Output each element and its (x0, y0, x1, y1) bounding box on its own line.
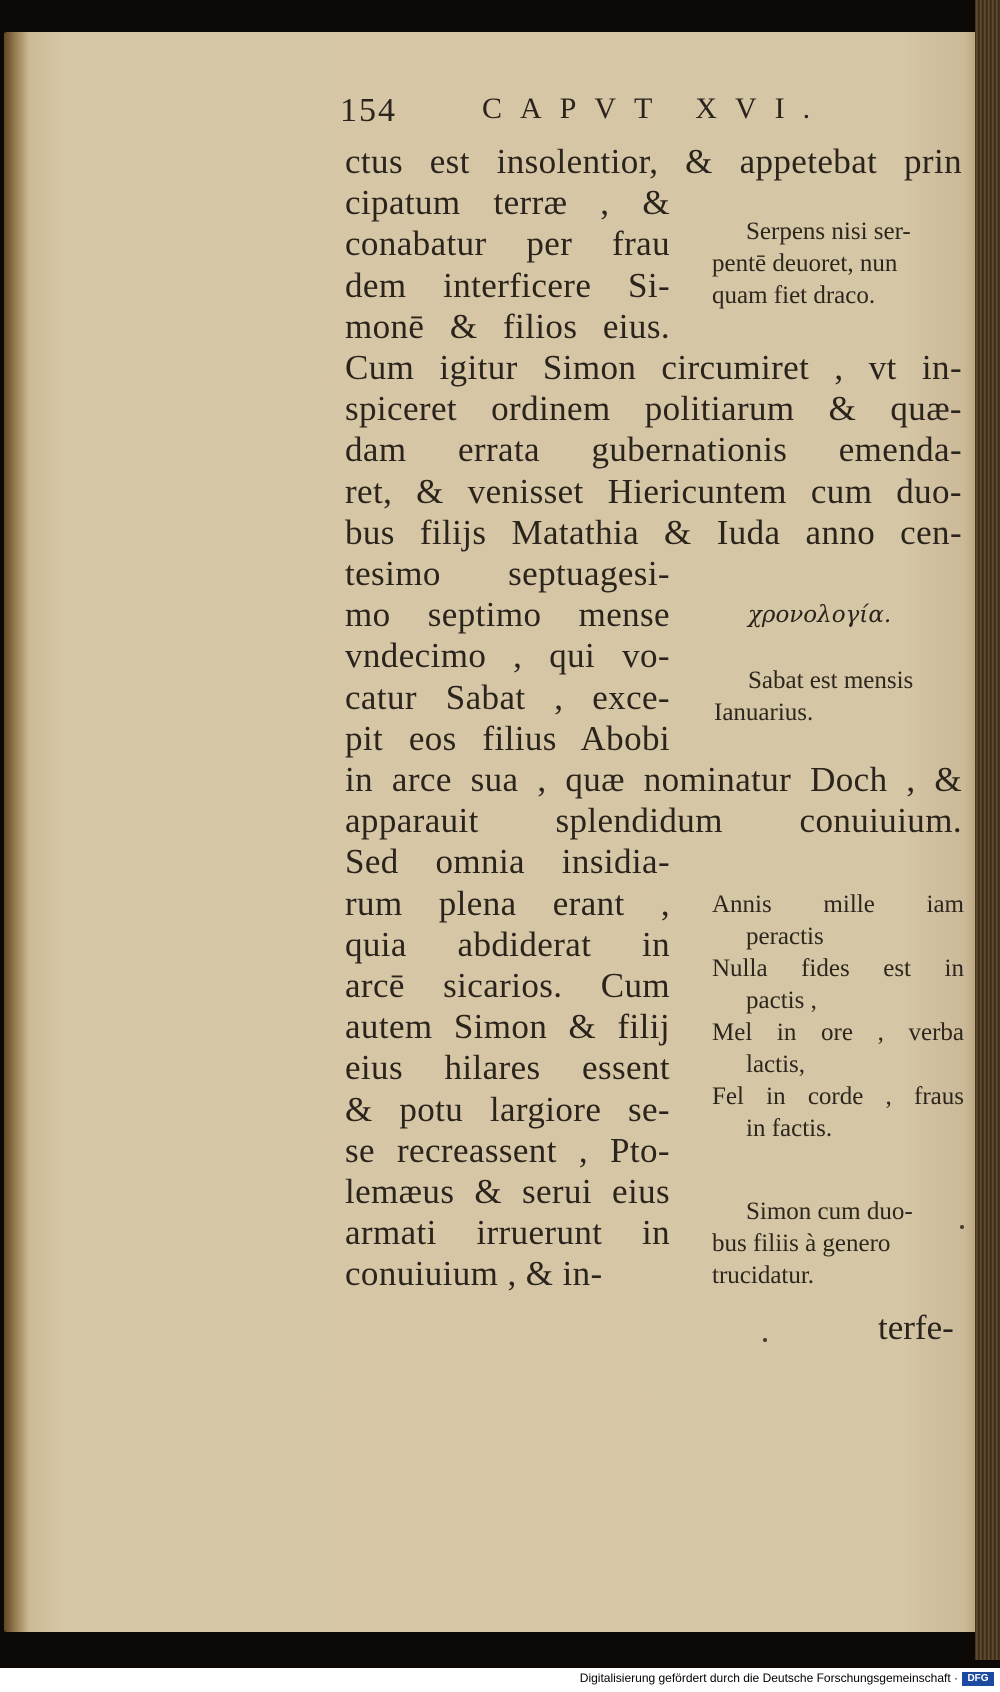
text-line: lemæus & serui eius (345, 1172, 670, 1211)
text-line: dem interficere Si- (345, 266, 670, 305)
text-line: cipatum terræ , & (345, 183, 670, 222)
text-line: se recreassent , Pto- (345, 1131, 670, 1170)
text-line: tesimo septuagesi- (345, 554, 670, 593)
note-line: Serpens nisi ser- (746, 218, 911, 245)
note-line: Simon cum duo- (746, 1198, 913, 1225)
text-line: in arce sua , quæ nominatur Doch , & (345, 760, 962, 799)
verse-line: peractis (746, 923, 824, 950)
text-line: vndecimo , qui vo- (345, 636, 670, 675)
text-line: dam errata gubernationis emenda- (345, 430, 962, 469)
text-line: conabatur per frau (345, 224, 670, 263)
digitization-footer (0, 1668, 1000, 1692)
page-gutter-shadow (4, 32, 28, 1632)
text-line: pit eos filius Abobi (345, 719, 670, 758)
catchword: terfe- (878, 1308, 954, 1347)
text-line: mo septimo mense (345, 595, 670, 634)
text-line: spiceret ordinem politiarum & quæ- (345, 389, 962, 428)
marginal-note-simon (712, 1196, 913, 1292)
note-line: quam fiet draco. (712, 282, 876, 309)
verse-line: pactis , (746, 987, 817, 1014)
text-line: & potu largiore se- (345, 1090, 670, 1129)
note-line: Sabat est mensis (748, 667, 914, 694)
dfg-logo: DFG (962, 1672, 994, 1686)
running-title: CAPVT XVI. (482, 92, 829, 125)
marginal-note-serpens (712, 216, 911, 312)
marginal-verse (712, 889, 964, 1145)
verse-line: lactis, (746, 1051, 806, 1078)
verse-line: Nulla fides est in (712, 955, 964, 982)
text-line: apparauit splendidum conuiuium. (345, 801, 962, 840)
ink-speck (960, 1225, 964, 1229)
verse-line: Annis mille iam (712, 891, 964, 918)
marginal-note-sabat (714, 665, 914, 729)
ink-speck (763, 1338, 767, 1342)
text-line: eius hilares essent (345, 1048, 670, 1087)
text-line: ctus est insolentior, & appetebat prin (345, 142, 962, 181)
verse-line: Mel in ore , verba (712, 1019, 964, 1046)
note-line: pentē deuoret, nun (712, 250, 898, 277)
text-line: arcē sicarios. Cum (345, 966, 670, 1005)
text-line: rum plena erant , (345, 884, 670, 923)
note-line: Ianuarius. (714, 699, 814, 726)
text-line: ret, & venisset Hiericuntem cum duo- (345, 472, 962, 511)
text-line: quia abdiderat in (345, 925, 670, 964)
text-line: Cum igitur Simon circumiret , vt in- (345, 348, 962, 387)
text-line: autem Simon & filij (345, 1007, 670, 1046)
note-line: bus filiis à genero (712, 1230, 891, 1257)
verse-line: in factis. (746, 1115, 833, 1142)
page-number: 154 (340, 92, 397, 129)
running-header (340, 92, 880, 136)
note-line: trucidatur. (712, 1262, 815, 1289)
text-line: monē & filios eius. (345, 307, 670, 346)
footer-credit: Digitalisierung gefördert durch die Deutsche Forschungsgemeinschaft · (579, 1671, 958, 1685)
marginal-note-chronologia: χρονολογία. (748, 602, 892, 628)
text-line: catur Sabat , exce- (345, 678, 670, 717)
book-fore-edge (975, 0, 1000, 1660)
text-line: bus filijs Matathia & Iuda anno cen- (345, 513, 962, 552)
text-line: armati irruerunt in (345, 1213, 670, 1252)
verse-line: Fel in corde , fraus (712, 1083, 964, 1110)
text-line: Sed omnia insidia- (345, 842, 670, 881)
text-line: conuiuium , & in- (345, 1254, 603, 1293)
